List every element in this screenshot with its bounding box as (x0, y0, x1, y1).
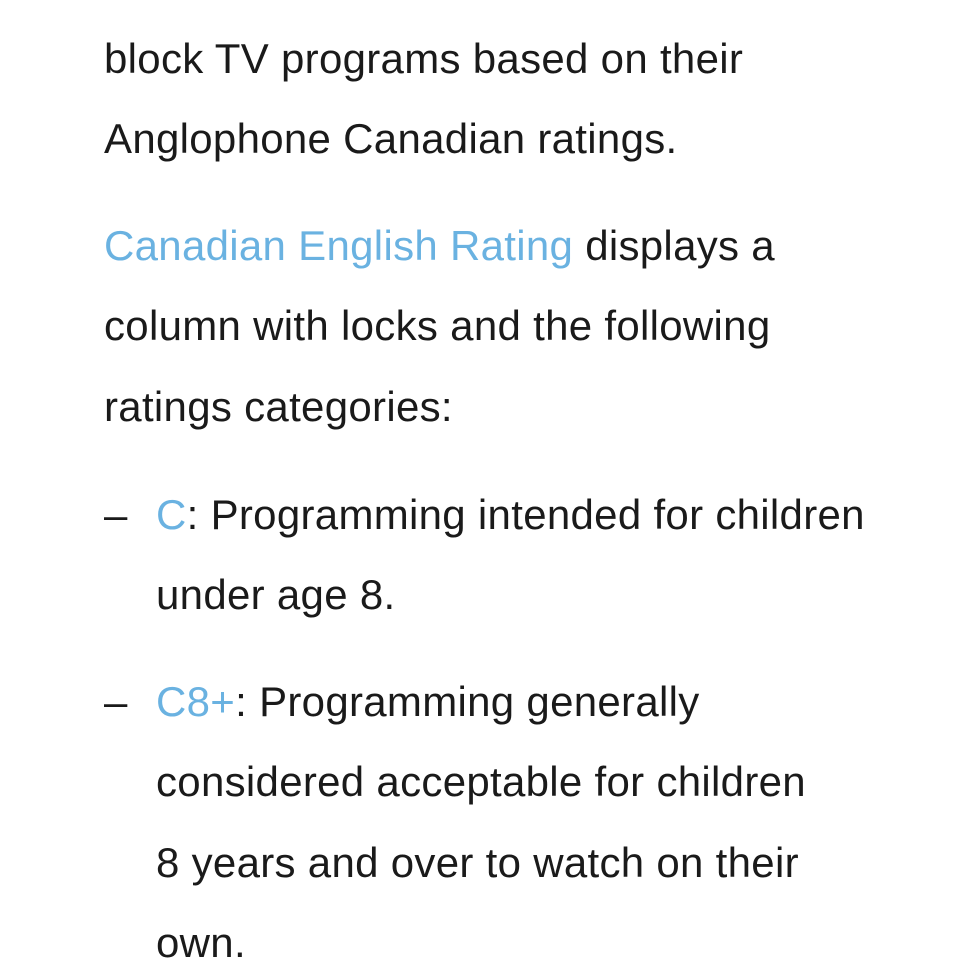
paragraph-line-2: column with locks and the following (104, 302, 771, 349)
rating-c8plus-line-4: own. (156, 919, 246, 966)
bullet-dash: – (104, 491, 128, 538)
paragraph-line-1 (104, 222, 775, 270)
rating-code-c: C (156, 491, 187, 538)
rating-c8plus-line-2: considered acceptable for children (156, 758, 806, 805)
rating-c8plus-line-3: 8 years and over to watch on their (156, 839, 799, 886)
rating-c-line-1 (156, 491, 865, 539)
rating-c8plus-description: : Programming generally (235, 678, 700, 725)
bullet-dash: – (104, 678, 128, 725)
intro-line-1: block TV programs based on their (104, 35, 744, 82)
rating-code-c8plus: C8+ (156, 678, 236, 725)
canadian-english-rating-term: Canadian English Rating (104, 222, 574, 269)
paragraph-line-3: ratings categories: (104, 383, 453, 430)
rating-c8plus-line-1 (156, 678, 700, 726)
paragraph-line-1-rest: displays a (573, 222, 775, 269)
intro-line-2: Anglophone Canadian ratings. (104, 115, 678, 162)
rating-c-line-2: under age 8. (156, 571, 396, 618)
rating-c-description: : Programming intended for children (186, 491, 865, 538)
